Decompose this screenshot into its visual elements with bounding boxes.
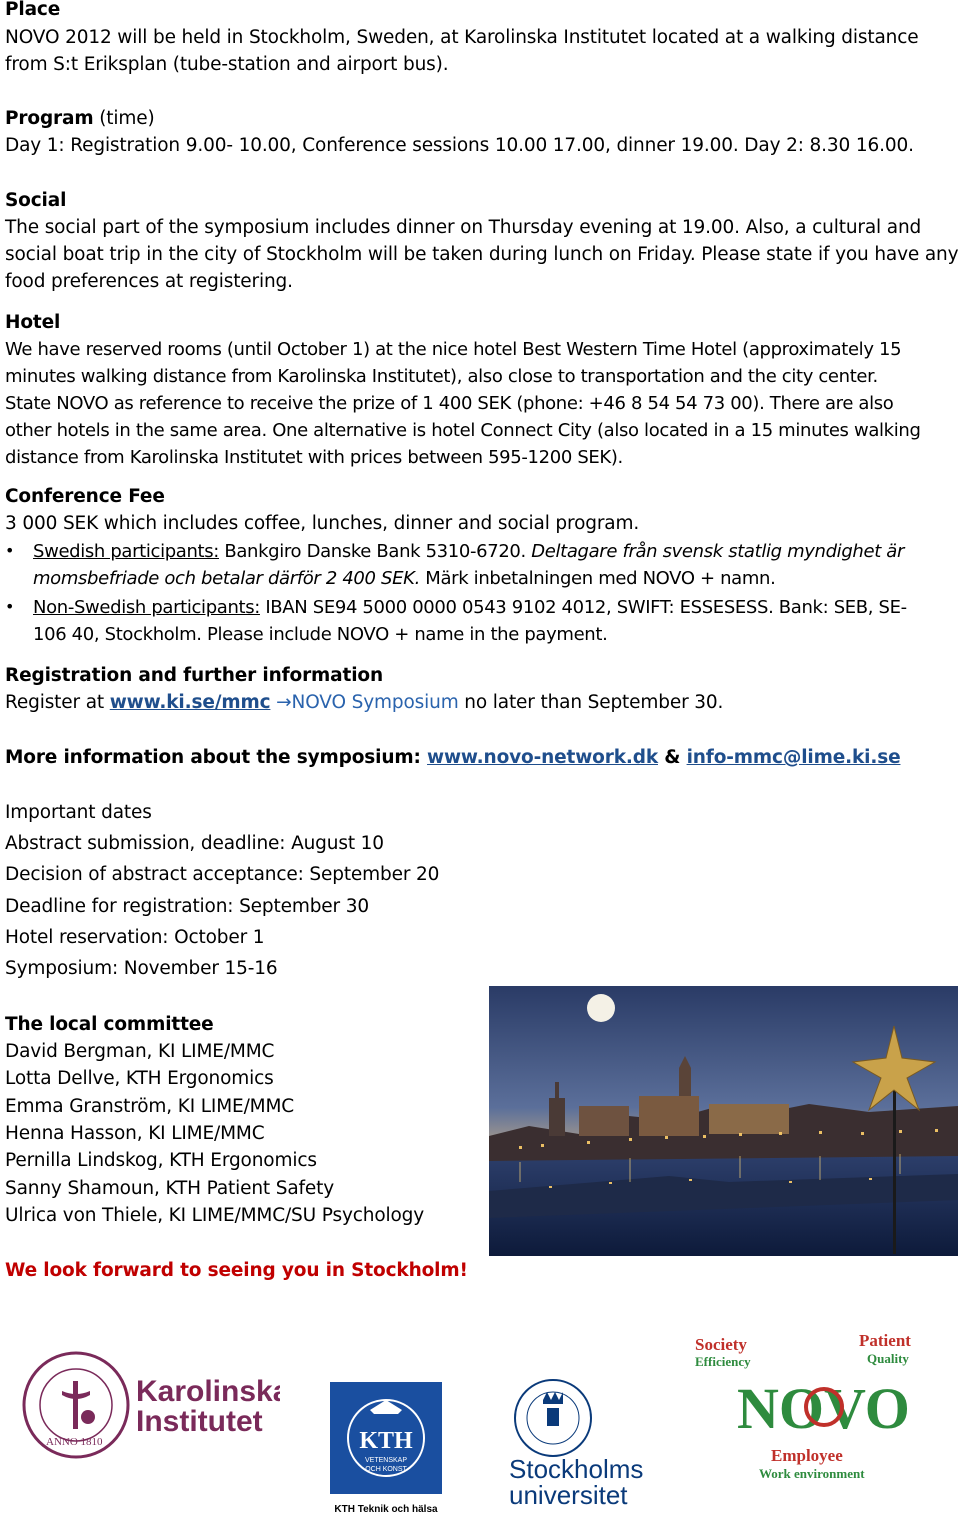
novo-work: Work environment (759, 1466, 865, 1481)
registration-text (5, 689, 723, 716)
date-item: Abstract submission, deadline: August 10 (5, 833, 384, 854)
committee-member: Sanny Shamoun, KTH Patient Safety (5, 1178, 335, 1199)
committee-member: Henna Hasson, KI LIME/MMC (5, 1123, 265, 1144)
ki-mmc-link[interactable]: www.ki.se/mmc (109, 692, 271, 713)
more-info-line (5, 744, 900, 771)
fee-heading: Conference Fee (5, 486, 165, 507)
hotel-text-3: State NOVO as reference to receive the prize of 1 400 SEK (phone: +46 8 54 54 73 00). There are also (5, 393, 894, 414)
swedish-bank: Bankgiro Danske Bank 5310-6720. (218, 541, 532, 562)
kth-letters: KTH (359, 1428, 413, 1454)
committee-member: Lotta Dellve, KTH Ergonomics (5, 1068, 274, 1089)
su-name-2: universitet (509, 1480, 628, 1510)
bullet-icon: • (5, 597, 15, 616)
ki-seal-year: ANNO 1810 (46, 1436, 103, 1448)
kth-sub-1: VETENSKAP (364, 1457, 408, 1464)
committee-member: David Bergman, KI LIME/MMC (5, 1041, 275, 1062)
ki-name-1: Karolinska (136, 1375, 280, 1408)
more-info-amp: & (658, 747, 687, 768)
novo-patient: Patient (859, 1331, 911, 1350)
place-text-2: from S:t Eriksplan (tube-station and airport bus). (5, 54, 449, 75)
novo-logo (693, 1330, 913, 1485)
su-name-1: Stockholms (509, 1454, 644, 1484)
registration-suffix: no later than September 30. (458, 692, 724, 713)
committee-heading: The local committee (5, 1014, 214, 1035)
nonswedish-payment-line-1 (33, 594, 907, 621)
arrow-right-icon: → (270, 692, 292, 713)
novo-efficiency: Efficiency (695, 1354, 751, 1369)
date-item: Deadline for registration: September 30 (5, 896, 369, 917)
hotel-text-1: We have reserved rooms (until October 1) at the nice hotel Best Western Time Hotel (approximately 15 (5, 339, 902, 360)
registration-heading: Registration and further information (5, 665, 383, 686)
swedish-label: Swedish participants: (33, 541, 219, 562)
ki-name-2: Institutet (136, 1405, 263, 1438)
more-info-prefix: More information about the symposium: (5, 747, 428, 768)
dates-heading: Important dates (5, 802, 152, 823)
swedish-payment-line-1 (33, 538, 904, 565)
moon-icon (587, 994, 615, 1022)
social-text-3: food preferences at registering. (5, 271, 293, 292)
registration-prefix: Register at (5, 692, 110, 713)
social-heading: Social (5, 190, 67, 211)
closing-message: We look forward to seeing you in Stockholm! (5, 1260, 468, 1281)
date-item: Decision of abstract acceptance: September 20 (5, 864, 440, 885)
hotel-text-2: minutes walking distance from Karolinska Institutet), also close to transportation and the city center. (5, 366, 878, 387)
swedish-mark: Märk inbetalningen med NOVO + namn. (419, 568, 776, 589)
swedish-note-1: Deltagare från svensk statlig myndighet är (531, 541, 905, 562)
nonswedish-label: Non-Swedish participants: (33, 597, 260, 618)
novo-quality: Quality (867, 1351, 909, 1366)
novo-network-link[interactable]: www.novo-network.dk (427, 747, 658, 768)
committee-member: Ulrica von Thiele, KI LIME/MMC/SU Psychology (5, 1205, 425, 1226)
kth-logo (330, 1382, 442, 1515)
committee-member: Pernilla Lindskog, KTH Ergonomics (5, 1150, 317, 1171)
hotel-text-4: other hotels in the same area. One alternative is hotel Connect City (also located in a 15 minutes walking (5, 420, 921, 441)
hotel-heading: Hotel (5, 312, 61, 333)
nonswedish-bank: IBAN SE94 5000 0000 0543 9102 4012, SWIFT: ESSESESS. Bank: SEB, SE- (259, 597, 907, 618)
program-heading-row (5, 105, 155, 132)
novo-symposium-link[interactable]: NOVO Symposium (291, 692, 459, 713)
swedish-note-2: momsbefriade och betalar därför 2 400 SEK. (33, 568, 420, 589)
kth-caption: KTH Teknik och hälsa (334, 1504, 438, 1515)
bullet-icon: • (5, 541, 15, 560)
place-heading: Place (5, 0, 61, 20)
novo-society: Society (695, 1335, 747, 1354)
info-mmc-email-link[interactable]: info-mmc@lime.ki.se (686, 747, 901, 768)
place-text-1: NOVO 2012 will be held in Stockholm, Sweden, at Karolinska Institutet located at a walking distance (5, 27, 919, 48)
program-text: Day 1: Registration 9.00- 10.00, Conference sessions 10.00 17.00, dinner 19.00. Day 2: 8.30 16.00. (5, 135, 914, 156)
social-text-1: The social part of the symposium includes dinner on Thursday evening at 19.00. Also, a cultural and (5, 217, 922, 238)
program-heading-suffix: (time) (93, 108, 155, 129)
karolinska-logo (20, 1345, 280, 1465)
date-item: Hotel reservation: October 1 (5, 927, 265, 948)
program-heading: Program (5, 108, 94, 129)
social-text-2: social boat trip in the city of Stockholm will be taken during lunch on Friday. Please state if you have any (5, 244, 959, 265)
stockholm-night-photo (489, 986, 958, 1256)
stockholms-universitet-logo (505, 1378, 665, 1510)
novo-employee: Employee (771, 1446, 843, 1465)
novo-name: NOVO (737, 1376, 910, 1441)
kth-sub-2: OCH KONST (365, 1466, 407, 1473)
fee-text: 3 000 SEK which includes coffee, lunches, dinner and social program. (5, 513, 640, 534)
swedish-payment-line-2 (33, 565, 775, 592)
nonswedish-payment-line-2: 106 40, Stockholm. Please include NOVO + name in the payment. (33, 624, 608, 645)
committee-member: Emma Granström, KI LIME/MMC (5, 1096, 295, 1117)
date-item: Symposium: November 15-16 (5, 958, 278, 979)
hotel-text-5: distance from Karolinska Institutet with prices between 595-1200 SEK). (5, 447, 623, 468)
